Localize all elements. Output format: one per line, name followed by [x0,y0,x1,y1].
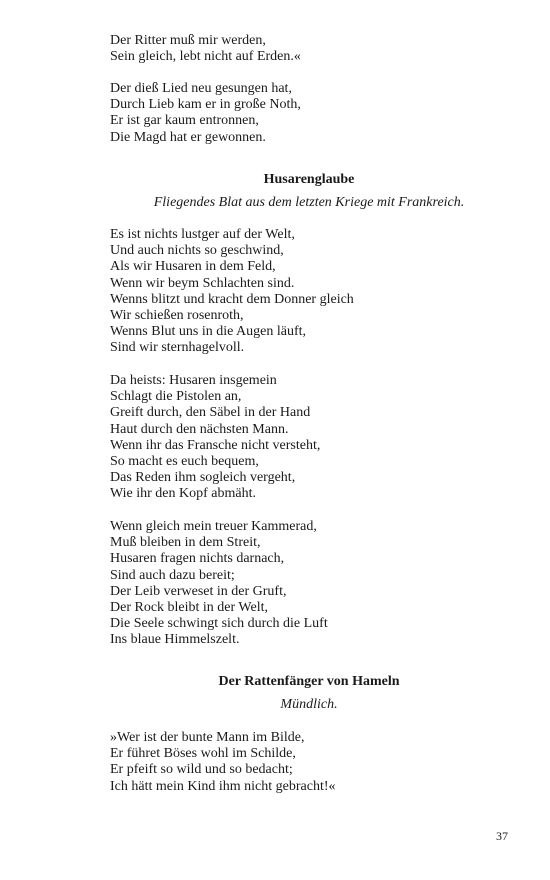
previous-poem-final-stanza [110,81,490,146]
poem-line: Der Rock bleibt in der Welt, [110,600,269,616]
poem-line: Als wir Husaren in dem Feld, [110,259,276,275]
poem-title-rattenfaenger: Der Rattenfänger von Hameln [218,674,400,689]
poem-line: Ich hätt mein Kind ihm nicht gebracht!« [110,778,336,794]
poem-line: Und auch nichts so geschwind, [110,243,284,259]
poem-line: Wenn gleich mein treuer Kammerad, [110,519,317,534]
poem-line: »Wer ist der bunte Mann im Bilde, [110,730,305,745]
poem-line: Greift durch, den Säbel in der Hand [110,405,311,421]
poem-line: Schlagt die Pistolen an, [110,389,242,405]
poem-line: Der dieß Lied neu gesungen hat, [110,81,292,96]
poem-line: Wenn ihr das Fransche nicht versteht, [110,437,321,453]
poem-line: Ins blaue Himmelszelt. [110,632,240,648]
poem-line: Der Leib verweset in der Gruft, [110,583,287,599]
poem-line: Wenn wir beym Schlachten sind. [110,275,295,291]
poem-line: Wie ihr den Kopf abmäht. [110,486,257,502]
poem-line: Die Magd hat er gewonnen. [110,129,266,145]
poem-line: Husaren fragen nichts darnach, [110,551,285,567]
poem-line: Er pfeift so wild und so bedacht; [110,762,293,778]
previous-poem-stanza-end [110,33,490,65]
poem-line: Wenns Blut uns in die Augen läuft, [110,324,307,340]
poem-line: Sind wir sternhagelvoll. [110,340,245,356]
poem-line: Durch Lieb kam er in große Noth, [110,97,301,113]
page-number: 37 [496,829,508,843]
poem-line: Wir schießen rosenroth, [110,308,244,324]
poem-line: Es ist nichts lustger auf der Welt, [110,227,295,242]
poem-line: Da heists: Husaren insgemein [110,373,277,388]
husaren-stanza-2 [110,373,490,503]
poem-subtitle-rattenfaenger: Mündlich. [280,697,338,712]
poem-line: Muß bleiben in dem Streit, [110,535,261,551]
poem-line: So macht es euch bequem, [110,454,259,470]
poem-line: Wenns blitzt und kracht dem Donner gleich [110,291,354,307]
poem-line: Sein gleich, lebt nicht auf Erden.« [110,49,301,65]
poem-title-husarenglaube: Husarenglaube [263,172,355,187]
poem-line: Haut durch den nächsten Mann. [110,421,289,437]
husaren-stanza-3 [110,519,490,649]
poem-line: Sind auch dazu bereit; [110,567,235,583]
poem-line: Das Reden ihm sogleich vergeht, [110,470,296,486]
husaren-stanza-1 [110,227,490,357]
poem-line: Er führet Böses wohl im Schilde, [110,746,296,762]
poem-line: Der Ritter muß mir werden, [110,33,266,48]
hameln-stanza-1 [110,730,490,795]
poem-line: Die Seele schwingt sich durch die Luft [110,616,328,632]
poem-subtitle-husarenglaube: Fliegendes Blat aus dem letzten Kriege mit Frankreich. [153,195,465,210]
poem-line: Er ist gar kaum entronnen, [110,113,259,129]
